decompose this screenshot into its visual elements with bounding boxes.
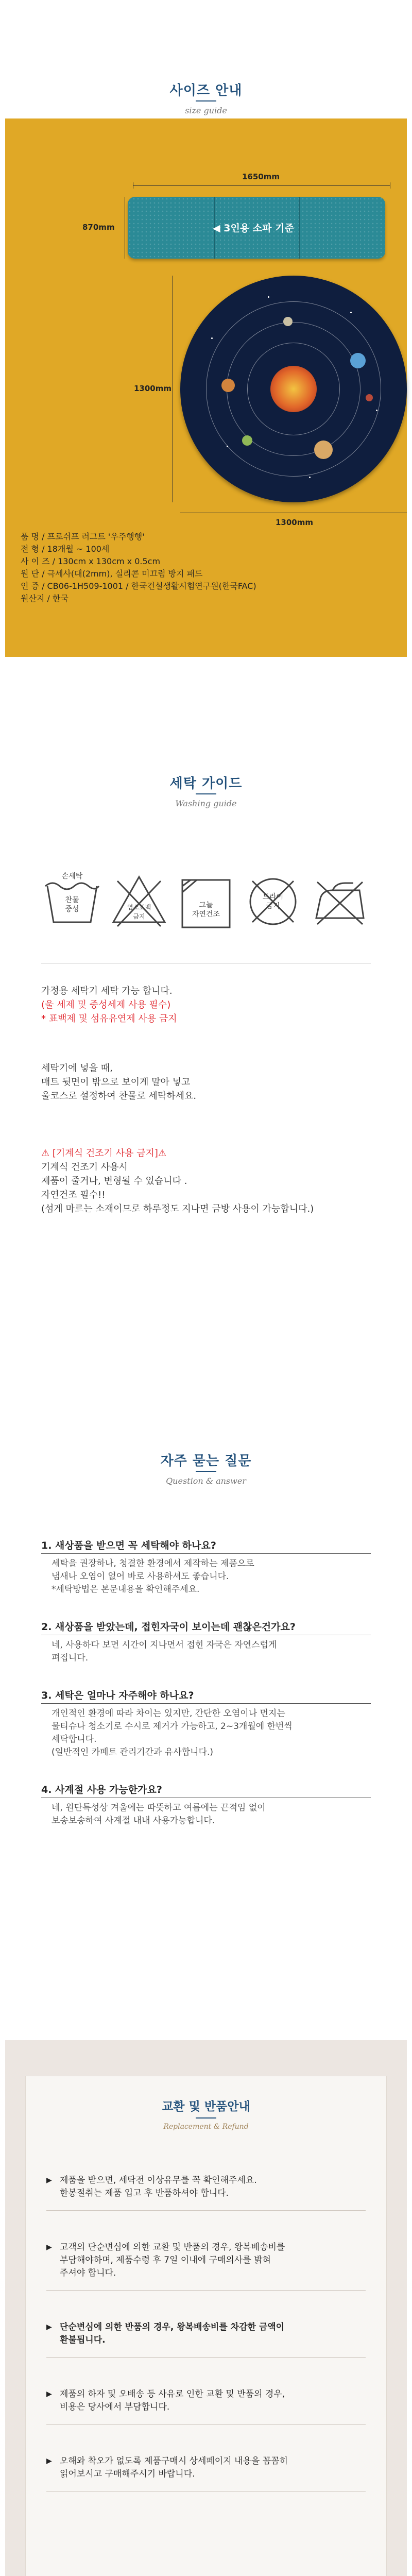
wash-text-line: ⚠ [기계식 건조기 사용 금지]⚠ <box>41 1148 167 1159</box>
faq-answer-line: (일반적인 카페트 관리기간과 유사합니다.) <box>52 1747 214 1757</box>
spec-row: 원산지 / 한국 <box>21 594 68 603</box>
divider <box>46 2357 366 2358</box>
refund-item <box>46 2455 366 2481</box>
spec-row: 원 단 / 극세사(대(2mm), 실리콘 미끄럼 방지 패드 <box>21 569 203 579</box>
refund-item-text: 오해와 착오가 없도록 제품구매시 상세페이지 내용을 꼼꼼히 <box>60 2456 288 2466</box>
refund-info-card <box>26 2076 386 2576</box>
refund-item <box>46 2388 366 2414</box>
wash-text-line: 자연건조 필수!! <box>41 1190 106 1200</box>
refund-item-text: 부담해야하며, 제품수령 후 7일 이내에 구매의사를 밝혀 <box>60 2255 271 2265</box>
refund-item <box>46 2241 366 2280</box>
faq-question: 1. 새상품을 받으면 꼭 세탁해야 하나요? <box>41 1540 216 1551</box>
refund-item-text: 제품을 받으면, 세탁전 이상유무를 꼭 확인해주세요. <box>60 2175 257 2185</box>
refund-info-subtitle: Replacement & Refund <box>163 2123 249 2131</box>
size-guide-title: 사이즈 안내 <box>169 83 243 98</box>
refund-item-text: 비용은 당사에서 부담합니다. <box>60 2402 170 2412</box>
size-guide-subtitle: size guide <box>185 106 227 115</box>
wash-text-line: 가정용 세탁기 세탁 가능 합니다. <box>41 986 173 996</box>
rug-width-label: 1300mm <box>276 518 314 527</box>
spec-row: 전 형 / 18개월 ~ 100세 <box>21 544 110 554</box>
arrow-icon: ▶ <box>46 2323 52 2331</box>
faq-answer-line: 네, 원단특성상 겨울에는 따뜻하고 여름에는 끈적임 없이 <box>52 1803 266 1813</box>
faq-title: 자주 묻는 질문 <box>160 1453 252 1469</box>
rug-height-label: 1300mm <box>134 384 172 393</box>
arrow-icon: ▶ <box>46 2457 52 2465</box>
faq-answer-line: 보송보송하여 사계절 내내 사용가능합니다. <box>52 1816 215 1826</box>
wash-text-line: (울 세제 및 중성세제 사용 필수) <box>41 999 171 1010</box>
spec-row: 인 증 / CB06-1H509-1001 / 한국건설생활시험연구원(한국FAC) <box>21 581 256 591</box>
faq-divider <box>41 1703 371 1704</box>
faq-answer-line: 개인적인 환경에 따라 차이는 있지만, 간단한 오염이나 먼지는 <box>52 1708 285 1719</box>
arrow-icon: ▶ <box>46 2243 52 2251</box>
wash-text-line: (섬게 마르는 소재이므로 하루정도 지나면 금방 사용이 가능합니다.) <box>41 1204 314 1214</box>
refund-item-text: 한봉절취는 제품 입고 후 반품하셔야 합니다. <box>60 2188 229 2198</box>
faq-question: 3. 세탁은 얼마나 자주해야 하나요? <box>41 1690 194 1701</box>
arrow-icon: ▶ <box>46 2176 52 2184</box>
refund-item <box>46 2174 366 2200</box>
refund-item-text: 주셔야 합니다. <box>60 2268 116 2278</box>
wash-text-line: 기계식 건조기 사용시 <box>41 1162 128 1173</box>
wash-text-line: 세탁기에 넣을 때, <box>41 1063 113 1074</box>
refund-info-title: 교환 및 반품안내 <box>162 2100 250 2113</box>
width-dimension-label: 1650mm <box>242 172 280 181</box>
faq-answer-line: 세탁합니다. <box>52 1734 97 1744</box>
wash-text-line: 매트 뒷면이 밖으로 보이게 말아 넣고 <box>41 1077 191 1088</box>
spec-row: 품 명 / 프로쉬프 러그트 '우주행행' <box>21 532 145 541</box>
divider <box>46 2491 366 2492</box>
title-underline <box>196 1471 216 1472</box>
faq-answer-line: 네, 사용하다 보면 시간이 지나면서 접힌 자국은 자연스럽게 <box>52 1640 277 1650</box>
spec-row: 사 이 즈 / 130cm x 130cm x 0.5cm <box>21 556 161 566</box>
divider <box>46 2290 366 2291</box>
no-bleach-icon: 염소표백 금지 <box>108 871 170 933</box>
refund-item-text: 고객의 단순변심에 의한 교환 및 반품의 경우, 왕복배송비를 <box>60 2242 285 2252</box>
wash-text-line: 제품이 줄거나, 변형될 수 있습니다 . <box>41 1176 187 1187</box>
refund-item-text: 환불됩니다. <box>60 2335 106 2345</box>
refund-item-text: 읽어보시고 구매해주시기 바랍니다. <box>60 2469 195 2479</box>
wash-text-line: * 표백제 및 섬유유연제 사용 금지 <box>41 1013 177 1024</box>
refund-item-text: 단순변심에 의한 반품의 경우, 왕복배송비를 차감한 금액이 <box>60 2322 285 2332</box>
faq-answer-line: 펴집니다. <box>52 1653 89 1663</box>
arrow-icon: ▶ <box>46 2390 52 2398</box>
hand-wash-icon: 손세탁 찬물 중성 <box>41 871 103 933</box>
title-underline <box>196 2117 216 2119</box>
washing-guide-title: 세탁 가이드 <box>169 776 243 791</box>
divider <box>46 2210 366 2211</box>
divider <box>46 2424 366 2425</box>
faq-answer-line: 물티슈나 청소기로 수시로 제거가 가능하고, 2~3개월에 한번씩 <box>52 1721 293 1732</box>
no-dryclean-icon: 드라이 금지 <box>242 871 304 933</box>
faq-divider <box>41 1553 371 1554</box>
washing-guide-subtitle: Washing guide <box>175 799 237 808</box>
sofa-reference-label: ◀ 3인용 소파 기준 <box>213 223 294 234</box>
faq-subtitle: Question & answer <box>166 1476 246 1486</box>
refund-item <box>46 2321 366 2347</box>
shade-dry-icon: 그늘 자연건조 <box>175 871 237 933</box>
wash-text-line: 울코스로 설정하여 찬물로 세탁하세요. <box>41 1091 197 1101</box>
depth-dimension-label: 870mm <box>82 223 115 232</box>
faq-question: 2. 새상품을 받았는데, 접힌자국이 보이는데 괜찮은건가요? <box>41 1621 296 1633</box>
faq-question: 4. 사계절 사용 가능한가요? <box>41 1784 162 1795</box>
faq-answer-line: *세탁방법은 본문내용을 확인해주세요. <box>52 1584 200 1595</box>
faq-answer-line: 냄새나 오염이 없어 바로 사용하셔도 좋습니다. <box>52 1571 229 1582</box>
refund-item-text: 제품의 하자 및 오배송 등 사유로 인한 교환 및 반품의 경우, <box>60 2389 285 2399</box>
faq-answer-line: 세탁을 권장하나, 청결한 환경에서 제작하는 제품으로 <box>52 1558 254 1569</box>
